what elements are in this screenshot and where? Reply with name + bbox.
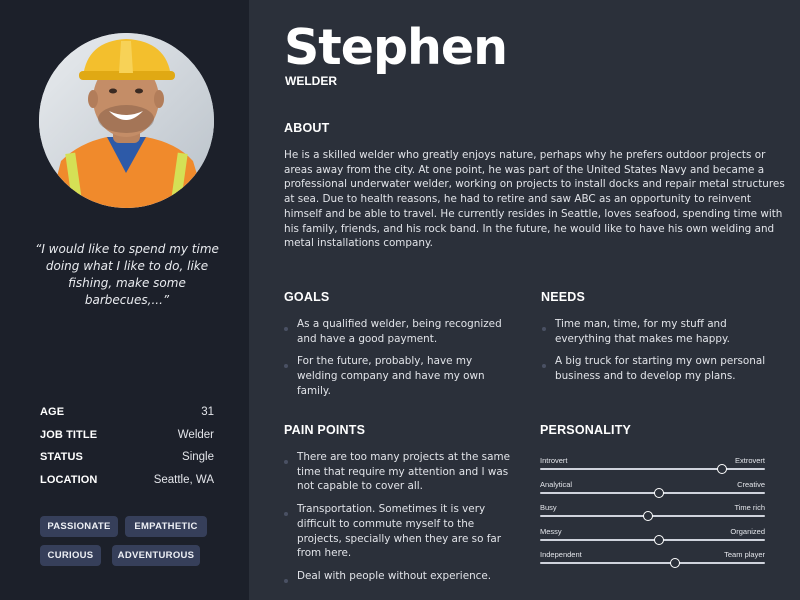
list-item: Transportation. Sometimes it is very difficult to commute myself to the projects, specially when they are so far from here. [284, 502, 512, 561]
trait-slider-busy-time-rich [540, 503, 765, 525]
fact-value: Seattle, WA [153, 473, 214, 486]
tag-empathetic: EMPATHETIC [125, 516, 207, 537]
trait-right-label: Team player [724, 550, 765, 559]
person-photo-icon [39, 33, 214, 208]
list-item: There are too many projects at the same time that require my attention and I was not capable to cover all. [284, 450, 512, 494]
trait-left-label: Independent [540, 550, 582, 559]
needs-list [542, 317, 777, 384]
needs-title: NEEDS [541, 290, 586, 304]
list-item: For the future, probably, have my welding company and have my own family. [284, 354, 514, 398]
trait-slider-messy-organized [540, 527, 765, 549]
persona-role: WELDER [285, 74, 337, 88]
fact-row-location [40, 469, 214, 492]
trait-right-label: Time rich [734, 503, 765, 512]
trait-slider-independent-team-player [540, 550, 765, 572]
fact-label: JOB TITLE [40, 428, 98, 441]
avatar [39, 33, 214, 208]
trait-right-label: Creative [737, 480, 765, 489]
personality-title: PERSONALITY [540, 423, 632, 437]
tag-curious: CURIOUS [40, 545, 101, 566]
trait-left-label: Introvert [540, 456, 568, 465]
fact-value: 31 [201, 406, 214, 419]
persona-quote: “I would like to spend my time doing what I like to do, like fishing, make some barbecues,...” [35, 242, 219, 307]
fact-row-job-title [40, 424, 214, 447]
trait-knob [717, 464, 727, 474]
pain-points-title: PAIN POINTS [284, 423, 366, 437]
tag-adventurous: ADVENTUROUS [112, 545, 200, 566]
trait-track [540, 562, 765, 564]
trait-left-label: Messy [540, 527, 562, 536]
pain-points-list [284, 450, 512, 584]
list-item: Deal with people without experience. [284, 569, 512, 584]
about-text: He is a skilled welder who greatly enjoys nature, perhaps why he prefers outdoor projects or areas away from the city. At one point, he was part of the United States Navy and became a professional underwater welder, working on projects to install docks and repair metal structures at sea. Due to health reasons, he had to retire and saw ABC as an opportunity to reinvent himself and be able to travel. He currently resides in Seattle, loves seafood, spending time with his family, friends, and his rock band. In the future, he would like to have his own welding and metal installations company. [284, 149, 785, 250]
trait-left-label: Busy [540, 503, 557, 512]
list-item: As a qualified welder, being recognized and have a good payment. [284, 317, 514, 346]
about-title: ABOUT [284, 121, 330, 135]
trait-right-label: Extrovert [734, 456, 765, 465]
trait-knob [654, 535, 664, 545]
fact-value: Welder [177, 428, 214, 441]
trait-track [540, 539, 765, 541]
fact-label: STATUS [40, 451, 83, 464]
persona-facts [40, 401, 214, 491]
trait-track [540, 468, 765, 470]
trait-knob [654, 488, 664, 498]
fact-row-status [40, 446, 214, 469]
sidebar [0, 0, 249, 600]
fact-label: LOCATION [40, 473, 98, 486]
trait-knob [643, 511, 653, 521]
tag-passionate: PASSIONATE [40, 516, 118, 537]
list-item: A big truck for starting my own personal business and to develop my plans. [542, 354, 777, 383]
trait-track [540, 492, 765, 494]
fact-label: AGE [40, 406, 65, 419]
persona-name: Stephen [284, 19, 508, 76]
trait-right-label: Organized [730, 527, 765, 536]
list-item: Time man, time, for my stuff and everything that makes me happy. [542, 317, 777, 346]
fact-value: Single [182, 451, 214, 464]
goals-title: GOALS [284, 290, 330, 304]
trait-left-label: Analytical [540, 480, 573, 489]
trait-slider-analytical-creative [540, 480, 765, 502]
trait-knob [670, 558, 680, 568]
goals-list [284, 317, 514, 399]
fact-row-age [40, 401, 214, 424]
trait-slider-introvert-extrovert [540, 456, 765, 478]
